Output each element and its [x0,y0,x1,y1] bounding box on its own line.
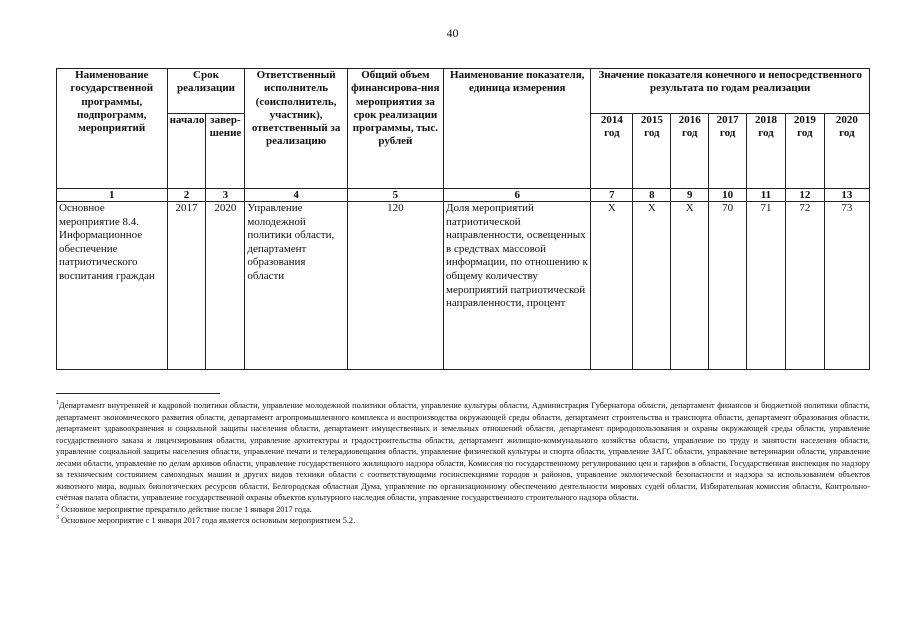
column-number: 7 [591,189,633,202]
header-year-2017: 2017 год [709,114,747,189]
row-value-2016: Х [671,202,709,370]
column-number: 11 [747,189,786,202]
footnote-separator [56,393,220,394]
footnote-mark: 3 [56,515,59,522]
column-number: 9 [671,189,709,202]
row-funding: 120 [347,202,443,370]
column-number: 4 [245,189,347,202]
column-number: 1 [57,189,168,202]
footnote-1 [56,400,870,504]
header-term-start: начало [167,114,206,189]
header-term: Срок реализации [167,69,245,114]
row-value-2018: 71 [747,202,786,370]
header-values-group: Значение показателя конечного и непосредственного результата по годам реализации [591,69,870,114]
footnotes [56,400,870,527]
header-year-2014: 2014 год [591,114,633,189]
column-number: 2 [167,189,206,202]
header-indicator: Наименование показателя, единица измерения [444,69,591,189]
row-responsible: Управление молодежной политики области, департамент образования области [245,202,347,370]
footnote-text: Основное мероприятие прекратило действие после 1 января 2017 года. [61,504,312,514]
header-year-2018: 2018 год [747,114,786,189]
row-name: Основное мероприятие 8.4. Информационное обеспечение патриотического воспитания граждан [57,202,168,370]
header-year-2016: 2016 год [671,114,709,189]
column-number: 13 [824,189,869,202]
column-number: 8 [633,189,671,202]
column-number: 12 [785,189,824,202]
row-value-2020: 73 [824,202,869,370]
row-end: 2020 [206,202,245,370]
table-row [57,202,870,370]
footnote-mark: 1 [56,400,59,407]
header-term-end: завер-шение [206,114,245,189]
column-number: 5 [347,189,443,202]
footnote-2 [56,504,870,516]
row-value-2014: Х [591,202,633,370]
page-number: 40 [446,26,459,40]
row-value-2019: 72 [785,202,824,370]
column-number: 3 [206,189,245,202]
footnote-text: Основное мероприятие с 1 января 2017 года является основным мероприятием 5.2. [61,516,356,525]
indicators-table [56,68,870,370]
row-value-2017: 70 [709,202,747,370]
row-value-2015: Х [633,202,671,370]
header-year-2020: 2020 год [824,114,869,189]
row-start: 2017 [167,202,206,370]
footnote-mark: 2 [56,503,59,510]
header-year-2015: 2015 год [633,114,671,189]
column-number: 6 [444,189,591,202]
header-responsible: Ответственный исполнитель (соисполнитель, участник), ответственный за реализацию [245,69,347,189]
header-name: Наименование государственной программы, подпрограмм, мероприятий [57,69,168,189]
footnote-3 [56,515,870,527]
header-funding: Общий объем финансирова-ния мероприятия за срок реализации программы, тыс. рублей [347,69,443,189]
row-indicator: Доля мероприятий патриотической направленности, освещенных в средствах массовой информации, по отношению к общему количеству мероприятий патриотической направленности, процент [444,202,591,370]
column-number: 10 [709,189,747,202]
header-year-2019: 2019 год [785,114,824,189]
footnote-text: Департамент внутренней и кадровой политики области, управление молодежной политики области, управление культуры области, Администрация Губернатора области, департамент финансов и бюджетной политики области, департамент экономического развития области, департамент агропромышленного комплекса и воспроизводства окружающей среды области, департамент строительства и транспорта области, департамент образования области, департамент здравоохранения и социальной защиты населения области, департамент имущественных и земельных отношений области, департамент природопользования и охраны окружающей среды области, управление государственного заказа и лицензирования области, управление архитектуры и градостроительства области, департамент жилищно-коммунального хозяйства области, управление по труду и занятости населения области, управление социальной защиты населения области, управление печати и телерадиовещания области, управление физической культуры и спорта области, управление ЗАГС области, управление ветеринарии области, управление лесами области, управление по делам архивов области, управление государственного жилищного надзора области, Комиссия по государственному регулированию цен и тарифов в области, Государственная инспекция по надзору за техническим состоянием самоходных машин и других видов техники области с соответствующими госинспекциями городов и районов, управление экологической безопасности и надзора за использованием объектов животного мира, водных биологических ресурсов области, Белгородская областная Дума, управление по организационному обеспечению деятельности мировых судей области, Избирательная комиссия области, Контрольно-счётная палата области, управление государственной охраны объектов культурного наследия области, управление государственного строительного надзора области. [56,401,870,502]
